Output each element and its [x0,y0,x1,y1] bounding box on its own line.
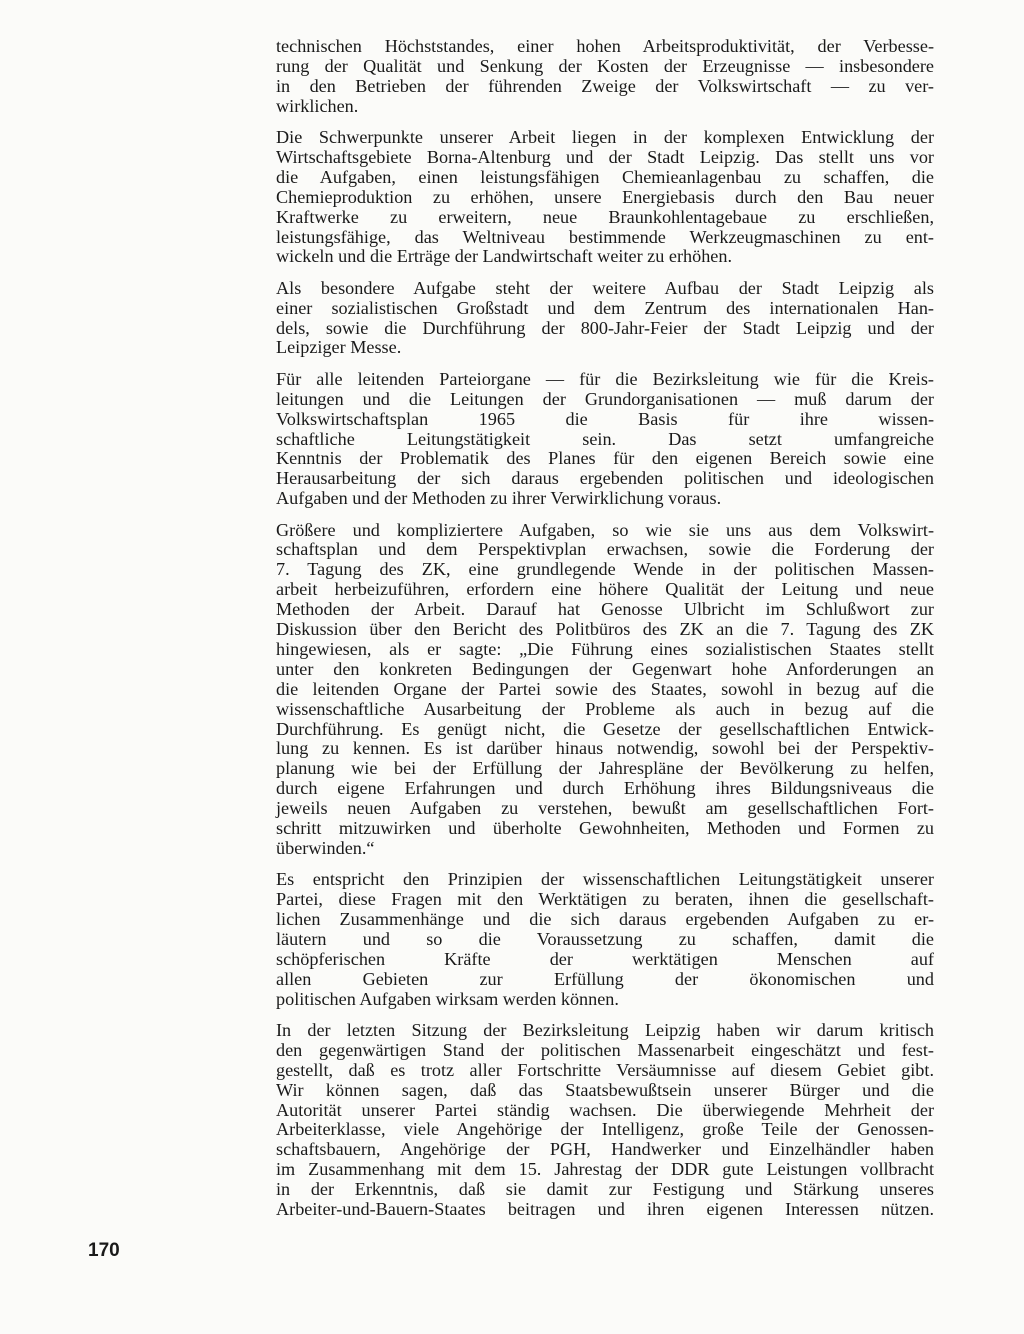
text-line: in den Betrieben der führenden Zweige der Volkswirtschaft — zu ver- [276,75,934,96]
text-line: Herausarbeitung der sich daraus ergebenden politischen und ideologischen [276,468,934,489]
text-line: Für alle leitenden Parteiorgane — für die Bezirksleitung wie für die Kreis- [276,368,934,389]
text-line: dels, sowie die Durchführung der 800-Jahr-Feier der Stadt Leipzig und der [276,317,934,338]
text-line: Es entspricht den Prinzipien der wissenschaftlichen Leitungstätigkeit unserer [276,869,934,890]
text-line: wirklichen. [276,95,359,116]
text-line: Durchführung. Es genügt nicht, die Gesetze der gesellschaftlichen Entwick- [276,718,934,739]
text-line: Die Schwerpunkte unserer Arbeit liegen in der komplexen Entwicklung der [276,127,934,148]
text-line: Kraftwerke zu erweitern, neue Braunkohlentagebaue zu erschließen, [276,206,934,227]
text-line: den gegenwärtigen Stand der politischen Massenarbeit eingeschätzt und fest- [276,1039,934,1060]
text-line: schaftsplan und dem Perspektivplan erwachsen, sowie die Forderung der [276,539,934,560]
text-line: Methoden der Arbeit. Darauf hat Genosse Ulbricht im Schlußwort zur [276,599,934,620]
text-line: im Zusammenhang mit dem 15. Jahrestag der DDR gute Leistungen vollbracht [276,1159,934,1180]
paragraph-6 [276,870,934,1009]
text-line: die Aufgaben, einen leistungsfähigen Chemieanlagenbau zu schaffen, die [276,166,934,187]
text-line: jeweils neuen Aufgaben zu verstehen, bewußt am gesellschaftlichen Fort- [276,798,934,819]
text-line: hingewiesen, als er sagte: „Die Führung eines sozialistischen Staates stellt [276,638,934,659]
paragraph-3 [276,279,934,359]
text-line: wickeln und die Erträge der Landwirtschaft weiter zu erhöhen. [276,246,733,267]
text-line: arbeit herbeizuführen, erfordern eine höhere Qualität der Leitung und neue [276,579,934,600]
text-line: Chemieproduktion zu erhöhen, unsere Energiebasis durch den Bau neuer [276,186,934,207]
text-line: Wirtschaftsgebiete Borna-Altenburg und der Stadt Leipzig. Das stellt uns vor [276,146,934,167]
text-line: Diskussion über den Bericht des Politbüros des ZK an die 7. Tagung des ZK [276,619,934,640]
text-line: rung der Qualität und Senkung der Kosten der Erzeugnisse — insbesondere [276,55,934,76]
text-line: Partei, diese Fragen mit den Werktätigen zu beraten, ihnen die gesellschaft- [276,889,934,910]
text-line: allen Gebieten zur Erfüllung der ökonomischen und [276,968,934,989]
paragraph-4 [276,370,934,509]
text-line: die leitenden Organe der Partei sowie des Staates, sowohl in bezug auf die [276,678,934,699]
text-line: Arbeiterklasse, viele Angehörige der Intelligenz, große Teile der Genossen- [276,1119,934,1140]
text-line: durch eigene Erfahrungen und durch Erhöhung ihres Bildungsniveaus die [276,778,934,799]
page-body [276,37,934,1231]
text-line: einer sozialistischen Großstadt und dem Zentrum des internationalen Han- [276,297,934,318]
paragraph-2 [276,128,934,267]
text-line: Volkswirtschaftsplan 1965 die Basis für ihre wissen- [276,408,934,429]
text-line: läutern und so die Voraussetzung zu schaffen, damit die [276,928,934,949]
text-line: Aufgaben und der Methoden zu ihrer Verwirklichung voraus. [276,488,722,509]
text-line: schaftsbauern, Angehörige der PGH, Handwerker und Einzelhändler haben [276,1139,934,1160]
text-line: 7. Tagung des ZK, eine grundlegende Wende in der politischen Massen- [276,559,934,580]
text-line: lung zu kennen. Es ist darüber hinaus notwendig, sowohl bei der Perspektiv- [276,738,934,759]
text-line: planung wie bei der Erfüllung der Jahrespläne der Bevölkerung zu helfen, [276,758,934,779]
text-line: technischen Höchststandes, einer hohen Arbeitsproduktivität, der Verbesse- [276,36,934,56]
text-line: Leipziger Messe. [276,337,402,358]
text-line: Autorität unserer Partei ständig wachsen. Die überwiegende Mehrheit der [276,1099,934,1120]
text-line: Kenntnis der Problematik des Planes für den eigenen Bereich sowie eine [276,448,934,469]
text-line: schaftliche Leitungstätigkeit sein. Das setzt umfangreiche [276,428,934,449]
text-line: unter den konkreten Bedingungen der Gegenwart hohe Anforderungen an [276,658,934,679]
text-line: Als besondere Aufgabe steht der weitere Aufbau der Stadt Leipzig als [276,277,934,298]
paragraph-5 [276,521,934,859]
text-line: überwinden.“ [276,837,375,858]
text-line: leistungsfähige, das Weltniveau bestimmende Werkzeugmaschinen zu ent- [276,226,934,247]
text-line: schöpferischen Kräfte der werktätigen Menschen auf [276,948,934,969]
text-line: wissenschaftliche Ausarbeitung der Probleme als auch in bezug auf die [276,698,934,719]
text-line: Größere und kompliziertere Aufgaben, so wie sie uns aus dem Volkswirt- [276,519,934,540]
text-line: schritt mitzuwirken und überholte Gewohnheiten, Methoden und Formen zu [276,817,934,838]
text-line: Wir können sagen, daß das Staatsbewußtsein unserer Bürger und die [276,1079,934,1100]
text-line: Arbeiter-und-Bauern-Staates beitragen und ihren eigenen Interessen nützen. [276,1198,934,1219]
text-line: gestellt, daß es trotz aller Fortschritte Versäumnisse auf diesem Gebiet gibt. [276,1059,934,1080]
page-number: 170 [88,1240,120,1261]
paragraph-7 [276,1021,934,1220]
paragraph-1 [276,37,934,117]
text-line: politischen Aufgaben wirksam werden können. [276,988,619,1009]
text-line: lichen Zusammenhänge und die sich daraus ergebenden Aufgaben zu er- [276,909,934,930]
text-line: In der letzten Sitzung der Bezirksleitung Leipzig haben wir darum kritisch [276,1019,934,1040]
text-line: leitungen und die Leitungen der Grundorganisationen — muß darum der [276,388,934,409]
text-line: in der Erkenntnis, daß sie damit zur Festigung und Stärkung unseres [276,1179,934,1200]
